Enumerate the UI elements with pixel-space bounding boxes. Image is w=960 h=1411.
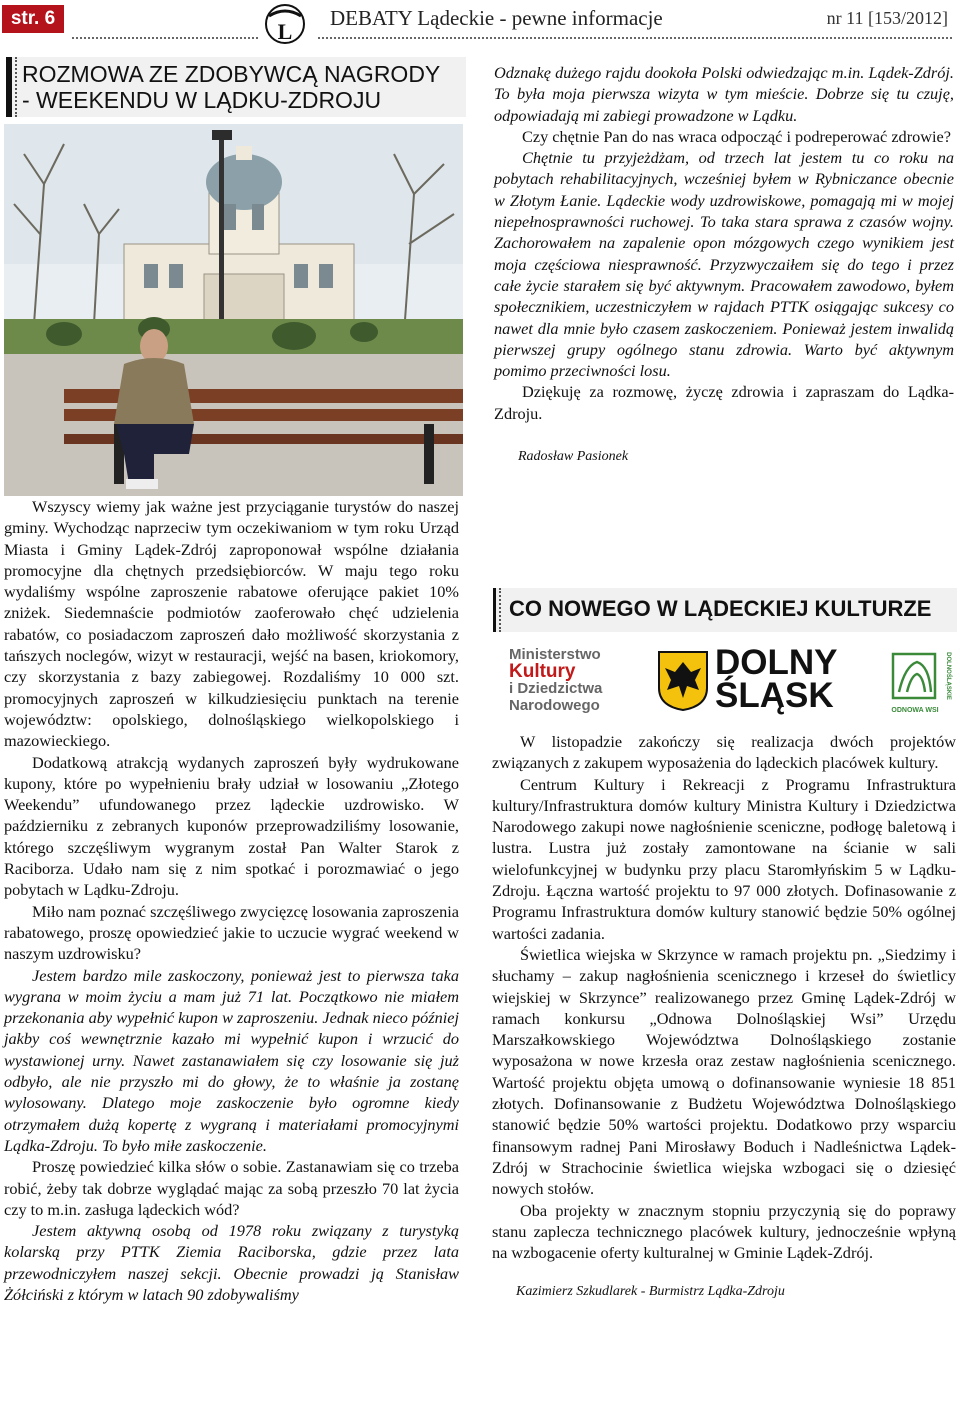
answer-3: Chętnie tu przyjeżdżam, od trzech lat jestem tu co roku na pobytach rehabilitacyjnych, wcześniej byłem w Rybniczance obecnie w Złotym Łanie. Lądeckie wody uzdrowiskowe, pomagają mi w mojej niepełnosprawności ruchowej. To taka stara sprawa z czasów wojny. Zachorowałem na zapalenie opon mózgowych czego wynikiem jest moja częściowa niesprawność. Przyzwyczaiłem się do tego i przez całe życie starałem się być aktywnym. Pracowałem zawodowo, byłem społecznikiem, uczestniczyłem w rajdach PTTK osiągając sukcesy co nawet dla mnie było czasem zaskoczeniem. Ponieważ jestem inwalidą pierwszej grupy ogólnego stanu zdrowia. Warto być aktywnym pomimo przeciwności losu. [494, 148, 954, 381]
dolny-slask-eagle-icon [657, 650, 709, 712]
ministry-culture-logo: Ministerstwo Kultury i Dziedzictwa Narodowego [509, 646, 603, 714]
article-photo [4, 124, 463, 496]
odnowa-wsi-logo-icon [887, 646, 955, 722]
issue-number: nr 11 [153/2012] [826, 8, 948, 28]
debaty-logo-icon [263, 2, 307, 46]
heading-dotted-line [499, 588, 501, 632]
heading-bar [6, 57, 12, 117]
culture-article-author: Kazimierz Szkudlarek - Burmistrz Lądka-Zdroju [516, 1284, 785, 1300]
header-divider-right [318, 37, 952, 39]
heading-line-1: ROZMOWA ZE ZDOBYWCĄ NAGRODY [22, 61, 441, 87]
interview-right-column [494, 62, 954, 467]
answer-2-continued: Odznakę dużego rajdu dookoła Polski odwiedzając m.in. Lądek-Zdrój. To była moja pierwsza wizyta w tym mieście. Dobrze się tu czuję, odpowiadają mi zabiegi prowadzone w Lądku. [494, 63, 954, 125]
culture-heading-text: CO NOWEGO W LĄDECKIEJ KULTURZE [509, 596, 932, 621]
dolny-slask-logo-text: DOLNY ŚLĄSK [715, 643, 838, 715]
heading-dotted-line [15, 57, 17, 117]
culture-paragraph-1: W listopadzie zakończy się realizacja dwóch projektów związanych z zakupem wyposażenia do lądeckich placówek kultury. [492, 732, 956, 773]
sponsor-logos [505, 644, 955, 724]
question-1: Miło nam poznać szczęśliwego zwycięzcę losowania zaproszenia rabatowego, proszę opowiedzieć jakie to uczucie wygrać weekend w naszym uzdrowisku? [4, 901, 459, 964]
culture-paragraph-4: Oba projekty w znacznym stopniu przyczynią się do poprawy stanu zaplecza technicznego placówek kultury, jednocześnie wpłyną na wzbogacenie oferty kulturalnej w Gminie Lądek-Zdrój. [492, 1200, 956, 1263]
answer-2: Jestem aktywną osobą od 1978 roku związany z turystyką kolarską przy PTTK Ziemia Raciborska, gdzie przez lata przewodniczyłem naszej sekcji. Obecnie prowadzi ją Stanisław Żółciński z którym w latach 90 zdobywaliśmy [4, 1221, 459, 1304]
culture-paragraph-2: Centrum Kultury i Rekreacji z Programu Infrastruktura kultury/Infrastruktura domów kultury Ministra Kultury i Dziedzictwa Narodowego zakupi nowe nagłośnienie sceniczne, podłogę baletową i lustra. Lustra już zostały zamontowane na ścianie w sali wielofunkcyjnej w budynku przy placu Staromłyńskim 5 w Lądku-Zdroju. Łączna wartość projektu to 97 000 złotych. Dofinasowanie z Programu Infrastruktura domów kultury stanowić będzie 50% ogólnej wartości zadania. [492, 774, 956, 943]
question-3: Czy chętnie Pan do nas wraca odpocząć i podreperować zdrowie? [522, 126, 951, 146]
question-2: Proszę powiedzieć kilka słów o sobie. Zastanawiam się co trzeba robić, żeby tak dobrze wyglądać mając za sobą przeszło 70 lat życia czy to m.in. zasługa lądeckich wód? [4, 1157, 459, 1219]
closing-remark: Dziękuję za rozmowę, życzę zdrowia i zapraszam do Lądka-Zdroju. [494, 382, 954, 423]
page-header [0, 0, 960, 44]
publication-title: DEBATY Lądeckie - pewne informacje [330, 6, 663, 30]
heading-line-2: - WEEKENDU W LĄDKU-ZDROJU [22, 87, 382, 113]
article-heading-culture [493, 588, 957, 632]
culture-article-body [492, 731, 956, 1303]
svg-text:DOLNOŚLĄSKIE: DOLNOŚLĄSKIE [945, 652, 951, 700]
article-author: Radosław Pasionek [518, 449, 629, 465]
svg-text:ODNOWA WSI: ODNOWA WSI [891, 707, 939, 714]
header-divider-left [72, 37, 258, 39]
interview-left-column [4, 496, 459, 1305]
article-heading-interview [6, 57, 466, 117]
paragraph-intro: Wszyscy wiemy jak ważne jest przyciąganie turystów do naszej gminy. Wychodząc naprzeciw tym oczekiwaniom w tym roku Urząd Miasta i Gminy Lądek-Zdrój zaproponował wspólne działania promocyjne dla chętnych przedsiębiorców. W maju tego roku wydaliśmy wspólne zaproszenie rabatowe oferujące pakiet 10% zniżek. Siedemnaście podmiotów zaoferowało chęć udzielenia rabatów, co posiadaczom zaproszeń dało możliwość skorzystania z tańszych noclegów, wizyt w restauracji, wejść na basen, kriokomory, czy skorzystania z bazy zabiegowej. Rozdaliśmy 10 000 szt. promocyjnych zaproszeń w kilkudziesięciu punktach na terenie województw: opolskiego, dolnośląskiego wielkopolskiego i mazowieckiego. [4, 497, 459, 751]
svg-text:L: L [277, 19, 293, 44]
page-number: str. 6 [2, 5, 64, 33]
heading-bar [493, 588, 496, 632]
paragraph-coupons: Dodatkową atrakcją wydanych zaproszeń były wydrukowane kupony, które po wypełnieniu brały udział w losowaniu „Złotego Weekendu” ufundowanego przez lądeckie uzdrowisko. W październiku z zebranych kuponów przeprowadziliśmy losowanie, którego szczęśliwym wygranym został Pan Walter Starok z Raciborza. Udało nam się z nim spotkać i porozmawiać o jego pobytach w Lądku-Zdroju. [4, 752, 459, 900]
culture-paragraph-3: Świetlica wiejska w Skrzynce w ramach projektu pn. „Siedzimy i słuchamy – zakup nagłośnienia scenicznego i krzeseł do świetlicy wiejskiej w Skrzynce” realizowanego przez Gminę Lądek-Zdrój w ramach konkursu „Odnowa Dolnośląskiej Wsi” Urzędu Marszałkowskiego Województwa Dolnośląskiego zostanie wyposażona w nowe krzesła oraz zestaw nagłośnienia scenicznego. Wartość projektu objęta umową o dofinansowanie wyniesie 18 851 złotych. Dofinansowanie z Budżetu Województwa Dolnośląskiego stanowić będzie 50% wartości projektu. Dodatkowo przy wsparciu finansowym radnej Pani Mirosławy Boduch i Nadleśnictwa Lądek-Zdrój w Strachocinie świetlica wiejska wzbogaci się o dziesięć nowych stołów. [492, 944, 956, 1199]
answer-1: Jestem bardzo mile zaskoczony, ponieważ jest to pierwsza taka wygrana w moim życiu a mam już 71 lat. Początkowo nie miałem przekonania aby wypełnić kupon w zaproszeniu. Jednak nieco później jakby coś wewnętrznie kazało mi wypełnić kupon i wrzucić do wystawionej urny. Nawet zastanawiałem się czy losowanie się już odbyło, ale nie przyszło mi do głowy, że to właśnie ja zostanę wylosowany. Dlatego moje zaskoczenie było ogromne kiedy otrzymałem dużą kopertę z wygraną i materiałami promocyjnymi Lądka-Zdroju. To było miłe zaskoczenie. [4, 965, 459, 1155]
